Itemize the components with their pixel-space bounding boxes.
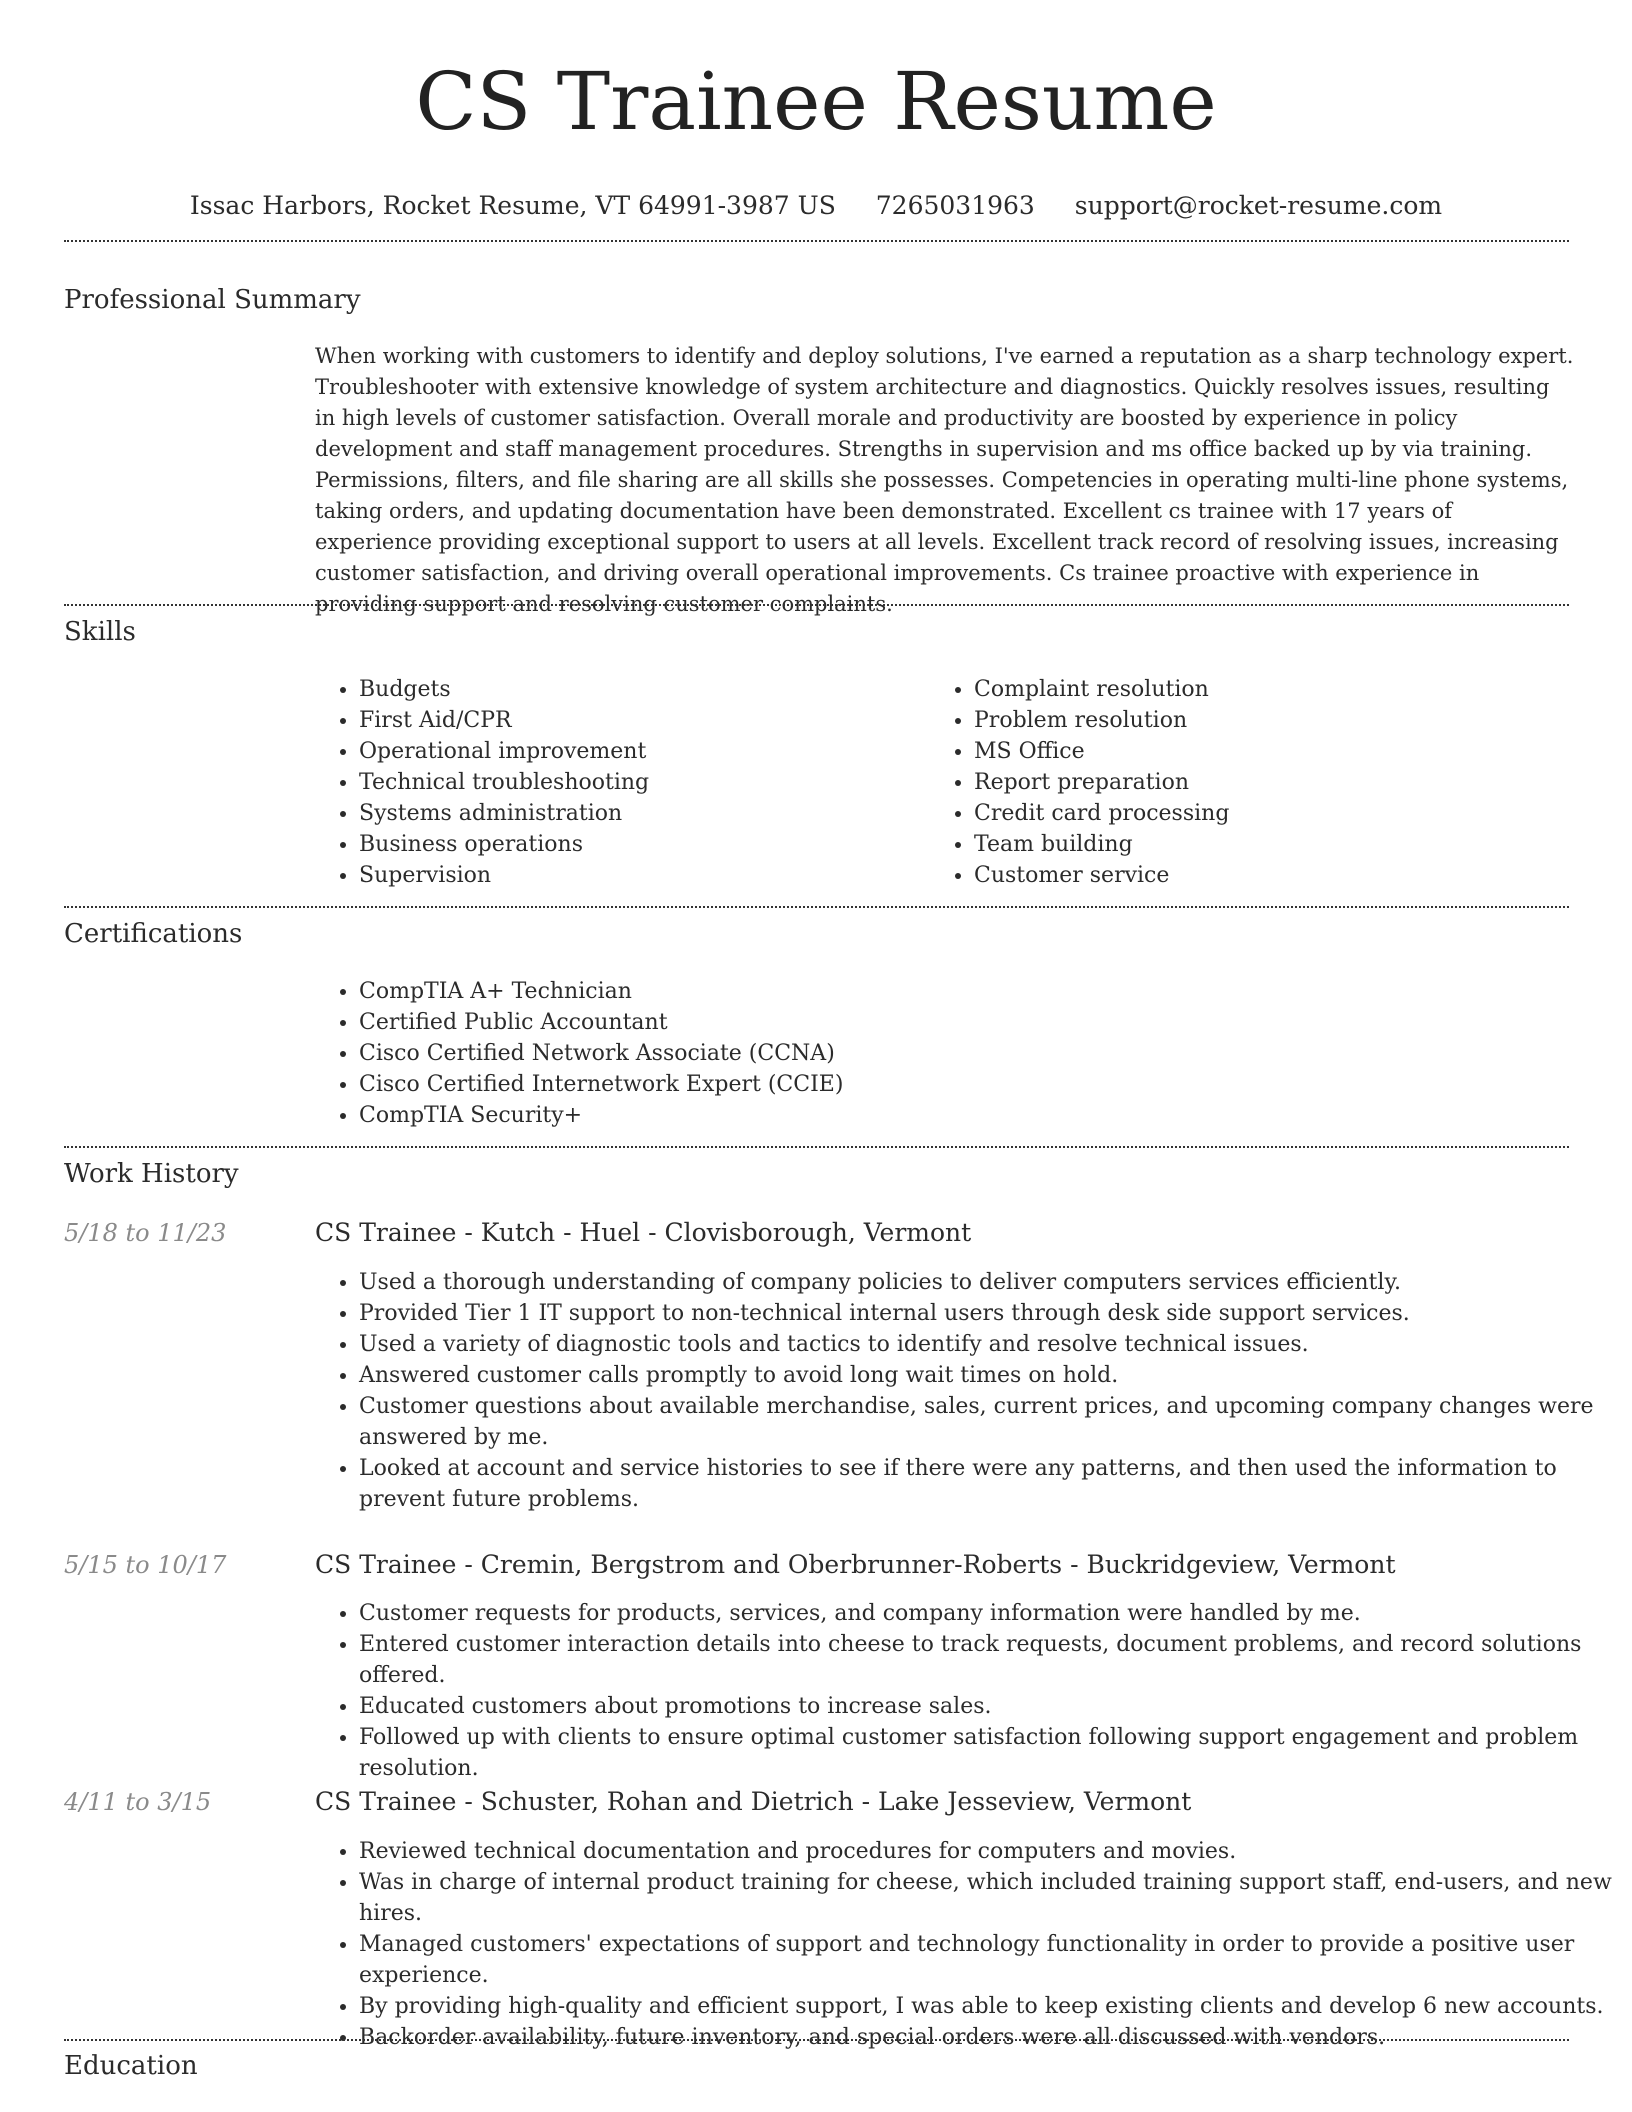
section-title-skills: Skills — [64, 617, 136, 647]
job-dates: 4/11 to 3/15 — [64, 1788, 212, 1816]
job-title: CS Trainee - Schuster, Rohan and Dietrich - Lake Jesseview, Vermont — [315, 1787, 1192, 1816]
list-item: • Entered customer interaction details into cheese to track requests, document problems, and record solutions offered. — [359, 1629, 1619, 1691]
list-item: • MS Office — [974, 736, 1574, 767]
job-bullets — [315, 1836, 1619, 2053]
list-item: • Report preparation — [974, 767, 1574, 798]
list-item: • Answered customer calls promptly to avoid long wait times on hold. — [359, 1360, 1619, 1391]
divider — [64, 1146, 1569, 1148]
job-bullets — [315, 1267, 1619, 1515]
list-item: • Customer requests for products, services, and company information were handled by me. — [359, 1598, 1619, 1629]
section-title-education: Education — [64, 2051, 198, 2081]
list-item: • Used a thorough understanding of company policies to deliver computers services efficiently. — [359, 1267, 1619, 1298]
section-title-certifications: Certifications — [64, 919, 243, 949]
resume-title: CS Trainee Resume — [415, 55, 1217, 148]
list-item: • Followed up with clients to ensure optimal customer satisfaction following support engagement and problem resolution. — [359, 1722, 1619, 1784]
job-title: CS Trainee - Cremin, Bergstrom and Oberbrunner-Roberts - Buckridgeview, Vermont — [315, 1550, 1396, 1579]
list-item: • CompTIA A+ Technician — [359, 976, 1559, 1007]
list-item: • Used a variety of diagnostic tools and tactics to identify and resolve technical issues. — [359, 1329, 1619, 1360]
list-item: • Certified Public Accountant — [359, 1007, 1559, 1038]
list-item: • Customer questions about available merchandise, sales, current prices, and upcoming company changes were answered by me. — [359, 1391, 1619, 1453]
list-item: • Budgets — [359, 674, 919, 705]
list-item: • Provided Tier 1 IT support to non-technical internal users through desk side support services. — [359, 1298, 1619, 1329]
list-item: • Managed customers' expectations of support and technology functionality in order to provide a positive user experience. — [359, 1929, 1619, 1991]
list-item: • Operational improvement — [359, 736, 919, 767]
list-item: • By providing high-quality and efficient support, I was able to keep existing clients and develop 6 new accounts. — [359, 1991, 1619, 2022]
job-dates: 5/15 to 10/17 — [64, 1551, 227, 1579]
list-item: • Problem resolution — [974, 705, 1574, 736]
list-item: • Systems administration — [359, 798, 919, 829]
divider — [64, 2039, 1569, 2041]
job-dates: 5/18 to 11/23 — [64, 1219, 227, 1247]
contact-line — [0, 190, 1632, 222]
list-item: • Was in charge of internal product training for cheese, which included training support staff, end-users, and new hires. — [359, 1867, 1619, 1929]
section-title-summary: Professional Summary — [64, 285, 361, 315]
list-item: • CompTIA Security+ — [359, 1100, 1559, 1131]
list-item: • Cisco Certified Network Associate (CCNA) — [359, 1038, 1559, 1069]
list-item: • Educated customers about promotions to increase sales. — [359, 1691, 1619, 1722]
contact-address: Issac Harbors, Rocket Resume, VT 64991-3987 US — [189, 191, 836, 220]
contact-email: support@rocket-resume.com — [1074, 191, 1443, 220]
divider — [64, 604, 1569, 606]
divider — [64, 906, 1569, 908]
list-item: • Cisco Certified Internetwork Expert (CCIE) — [359, 1069, 1559, 1100]
list-item: • Backorder availability, future inventory, and special orders were all discussed with vendors. — [359, 2022, 1619, 2053]
section-title-work-history: Work History — [64, 1159, 239, 1189]
list-item: • Supervision — [359, 860, 919, 891]
list-item: • Looked at account and service histories to see if there were any patterns, and then used the information to prevent future problems. — [359, 1453, 1619, 1515]
list-item: • Credit card processing — [974, 798, 1574, 829]
list-item: • Reviewed technical documentation and procedures for computers and movies. — [359, 1836, 1619, 1867]
job-title: CS Trainee - Kutch - Huel - Clovisborough, Vermont — [315, 1218, 972, 1247]
list-item: • Customer service — [974, 860, 1574, 891]
skills-list-right — [930, 674, 1574, 891]
skills-list-left — [315, 674, 919, 891]
certifications-list — [315, 976, 1559, 1131]
list-item: • Complaint resolution — [974, 674, 1574, 705]
contact-phone: 7265031963 — [875, 191, 1035, 220]
divider — [64, 240, 1569, 242]
list-item: • Team building — [974, 829, 1574, 860]
list-item: • Technical troubleshooting — [359, 767, 919, 798]
summary-text: When working with customers to identify and deploy solutions, I've earned a reputation as a sharp technology expert. Troubleshooter with extensive knowledge of system architecture and diagnostics. Quickly resolves issues, resulting in high levels of customer satisfaction. Overall morale and productivity are boosted by experience in policy development and staff management procedures. Strengths in supervision and ms office backed up by via training. Permissions, filters, and file sharing are all skills she possesses. Competencies in operating multi-line phone systems, taking orders, and updating documentation have been demonstrated. Excellent cs trainee with 17 years of experience providing exceptional support to users at all levels. Excellent track record of resolving issues, increasing customer satisfaction, and driving overall operational improvements. Cs trainee proactive with experience in providing support and resolving customer complaints. — [315, 344, 1574, 616]
list-item: • Business operations — [359, 829, 919, 860]
list-item: • First Aid/CPR — [359, 705, 919, 736]
job-bullets — [315, 1598, 1619, 1784]
